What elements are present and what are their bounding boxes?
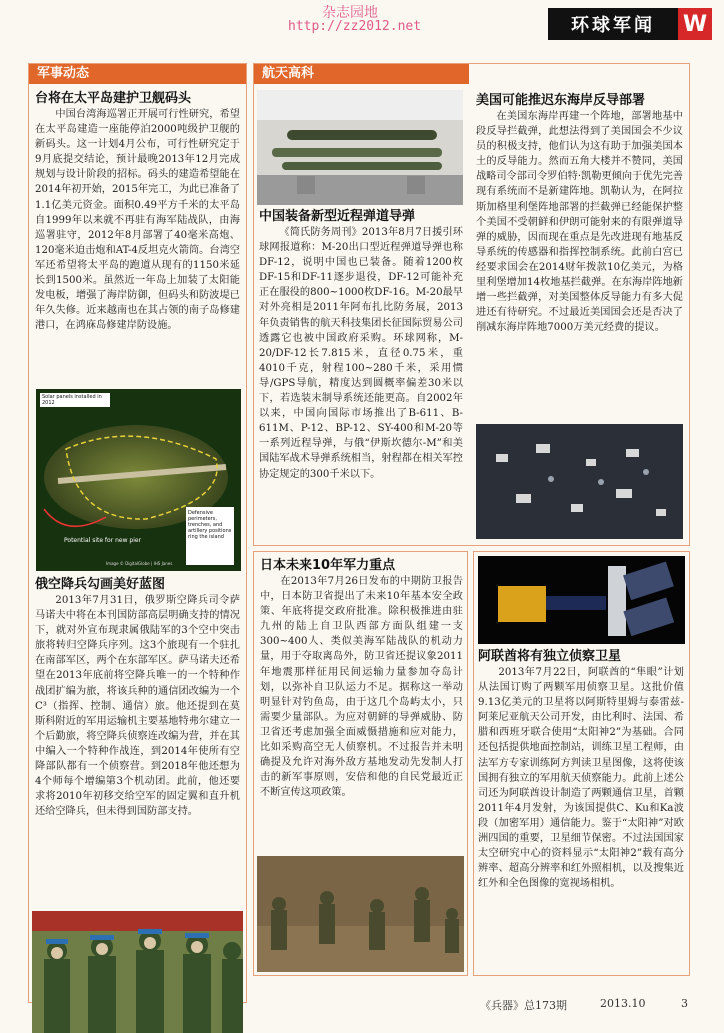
watermark-url[interactable]: http://zz2012.net <box>288 19 422 34</box>
section-bar-aerospace: 航天高科 <box>254 64 469 84</box>
article-title-japan: 日本未来10年军力重点 <box>260 558 396 573</box>
footer-magazine: 《兵器》总173期 <box>480 999 567 1012</box>
section-bar-military: 军事动态 <box>29 64 246 84</box>
satellite-photo <box>478 556 685 644</box>
map-label-pier: Potential site for new pier <box>64 537 142 544</box>
missile-defense-site-photo <box>476 424 683 539</box>
japanese-soldiers-photo <box>257 856 464 972</box>
page-number: 3 <box>681 997 688 1010</box>
article-title-russia: 俄空降兵勾画美好蓝图 <box>35 577 166 592</box>
article-title-uae: 阿联酋将有独立侦察卫星 <box>478 649 622 664</box>
article-body-usa: 在美国东海岸再建一个阵地，部署地基中段反导拦截弹，此想法得到了美国国会不少议员的积极支持，他们认为这有助于加强美国本土的反导能力。然而五角大楼并不赞同，美国战略司令部司令罗伯特·凯勒更倾向于优先完善现有系统而不是新建阵地。凯勒认为，在阿拉斯加格里利堡阵地部署的拦截弹已经能保护整个美国不受朝鲜和伊朗可能射来的有限弹道导弹的威胁，因而现在重点是先改进现有地基反导系统的传感器和指挥控制系统。此前白宫已经要求国会在2014财年拨款10亿美元，为格里利堡增加14枚地基拦截弹。在东海岸阵地新增一些拦截弹，对美国整体反导能力有多大促进还有待研究。不过最近美国国会还是否决了削减东海岸阵地7000万美元经费的提议。 <box>476 111 683 334</box>
brand-badge: W <box>678 8 712 40</box>
left-column <box>28 63 247 1003</box>
brand-banner <box>548 8 712 40</box>
article-body-russia: 2013年7月31日，俄罗斯空降兵司令萨马诺夫中将在本刊国防部高层明确支持的情况下，就对外宣布现隶属俄陆军的3个空中突击旅将转归空降兵序列。这3个旅现有一个驻扎在南部军区，两个在东部军区。萨马诺夫还希望在2013年底前将空降兵唯一的一个特种作战团扩编为旅，将该兵种的通信团改编为一个C³（指挥、控制、通信）旅。他还提到在莫斯科附近的军用运输机主要基地特弗尔建立一个后勤旅，将空降兵侦察连改编为营，并在其中编入一个特种作战连，到2014年使所有空降部队都有一个侦察营。到2018年他还想为4个师每个增编第3个机动团。此前，他还要求将2010年初移交给空军的固定翼和直升机还给空降兵，但未得到国防部支持。 <box>35 595 240 818</box>
map-label-defence: Defensive perimeters, trenches, and artillery positions ring the island <box>188 510 232 540</box>
missile-exhibit-photo <box>257 90 463 205</box>
article-body-japan: 在2013年7月26日发布的中期防卫报告中，日本防卫省提出了未来10年基本安全政策、年底将提交政府批准。除积极推进由驻九州的陆上自卫队西部方面队组建一支300~400人、类似美海军陆战队的机动力量，用于夺取离岛外，防卫省还提议象2011年地震那样征用民间运输力量参加夺岛计划，以弥补自卫队运力不足。据称这一举动明显针对钓鱼岛，由于这几个岛屿太小，只需要少量部队。为应对朝鲜的导弹威胁、防卫省还考虑加强全面威慑措施和应对能力，比如采购高空无人侦察机。不过报告并未明确提及允许对海外敌方基地发动先发制人打击的新军事原则，安倍和他的自民党最近正不断宣传这项政策。 <box>260 576 463 799</box>
article-body-china-missile: 《简氏防务周刊》2013年8月7日援引环球网报道称：M-20出口型近程弹道导弹也称DF-12，说明中国也已装备。随着1200枚DF-15和DF-11逐步退役，DF-12可能补充正在服役的800~1000枚DF-16。M-20最早对外亮相是2011年阿布扎比防务展，2013年负责销售的航天科技集团长征国际贸易公司透露它也被中国政府采购。环球网称，M-20/DF-12长7.815米，直径0.75米，重4010千克，射程100~280千米，采用惯导/GPS导航，精度达到圆概率偏差30米以下，若选装末制导系统还能更高。自2002年以来，中国向国际市场推出了B-611、B-611M、P-12、BP-12、SY-400和M-20等一系列近程导弹，与俄“伊斯坎德尔-M”和美国陆军战术导弹系统相当，射程都在相关军控协定规定的300千米以下。 <box>259 227 463 480</box>
russian-paratroopers-photo <box>32 911 243 1033</box>
article-body-uae: 2013年7月22日，阿联酋的“隼眼”计划从法国订购了两颗军用侦察卫星。这批价值9.13亿美元的卫星将以阿斯特里姆与泰雷兹-阿莱尼亚航天公司开发，由比利时、法国、希腊和西班牙联合使用“太阳神2”为基础。合同还包括提供地面控制站，训练卫星工程师，由法军方专家训练阿方判读卫星图像，这将使该国拥有独立的军用航天侦察能力。此前上述公司还为阿联酋设计制造了两颗通信卫星，首颗2011年4月发射，为该国提供C、Ku和Ka波段（加密军用）通信能力。鉴于“太阳神”对欧洲四国的重要，卫星细节保密。不过法国国家太空研究中心的资料显示“太阳神2”载有高分辨率、超高分辨率和红外照相机，以及搜集近红外和全色图像的宽视场相机。 <box>478 667 684 890</box>
map-credit: Image © DigitalGlobe | IHS Janes <box>106 561 173 566</box>
article-title-china-missile: 中国装备新型近程弹道导弹 <box>259 209 416 224</box>
japan-article-box <box>253 551 468 976</box>
article-title-taiwan: 台将在太平岛建护卫舰码头 <box>35 91 192 106</box>
uae-article-box <box>473 551 690 976</box>
taiwan-island-satellite-image <box>36 389 241 571</box>
brand-name: 环球军闻 <box>548 8 678 40</box>
map-label-solar: Solar panels installed in 2012 <box>42 394 102 406</box>
article-body-taiwan: 中国台湾海巡署正开展可行性研究，希望在太平岛建造一座能停泊2000吨级护卫舰的新码头。这一计划4月公布，可行性研究定于9月底提交结论，预计最晚2013年12月完成规划与设计阶段的招标。码头的建造希望能在2014年初开始，2015年完工，为此已准备了1.1亿美元资金。面积0.49平方千米的太平岛自1999年以来就不再驻有海军陆战队，由海巡署驻守，2012年8月部署了40毫米高炮、120毫米迫击炮和AT-4反坦克火箭筒。台湾空军还希望将太平岛的跑道从现有的1150米延长到1500米。虽然近一年岛上加装了太阳能发电板，增强了海岸防御，但码头和防波堤已年久失修。近来越南也在其占领的南子岛修建港口，在鸿庥岛修建岸防设施。 <box>35 109 240 332</box>
watermark-title: 杂志园地 <box>322 5 378 21</box>
article-title-usa: 美国可能推迟东海岸反导部署 <box>476 93 646 108</box>
footer-date: 2013.10 <box>600 997 646 1010</box>
